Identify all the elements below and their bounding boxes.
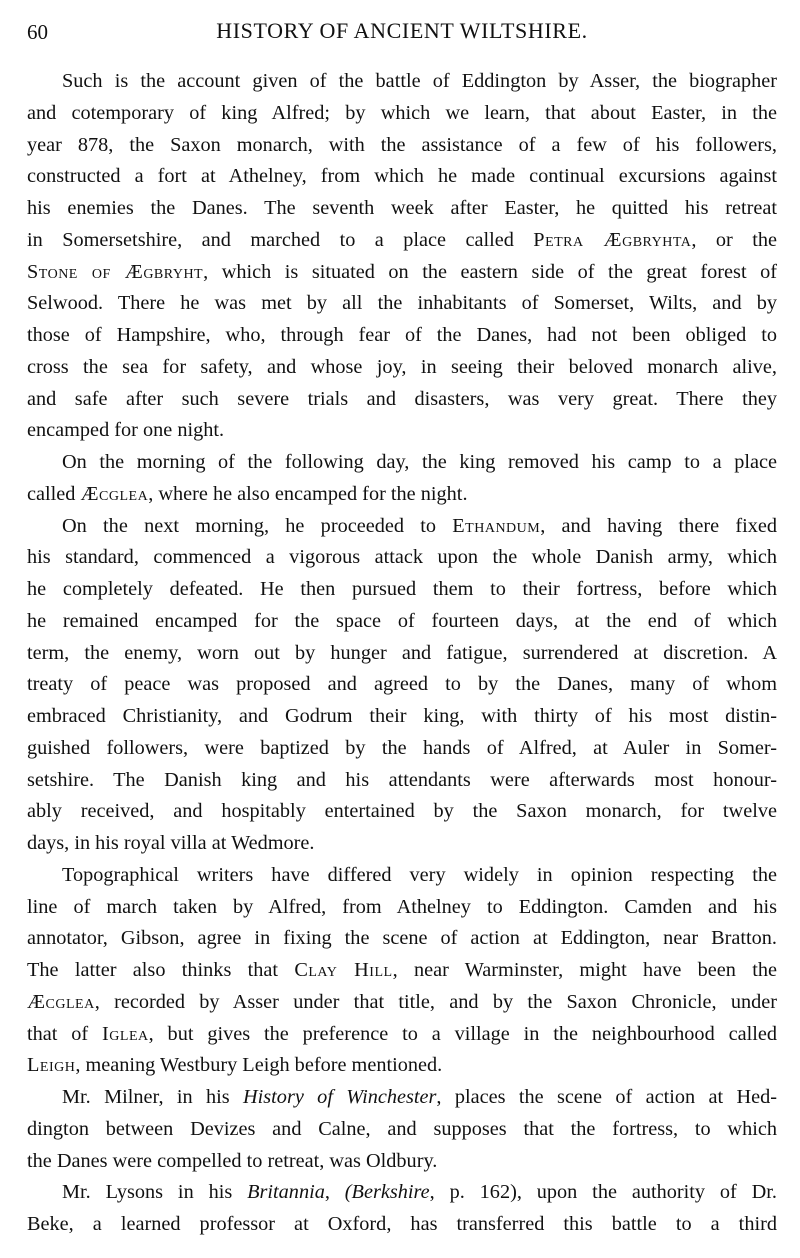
text-line — [27, 1177, 777, 1209]
text-run: term, the enemy, worn out by hunger and fatigue, surrendered at discretion. A — [27, 641, 777, 664]
paragraph — [27, 447, 777, 511]
text-line — [27, 352, 777, 384]
text-line — [27, 225, 777, 257]
paragraph — [27, 1082, 777, 1177]
text-run: Such is the account given of the battle of Eddington by Asser, the biographer — [62, 70, 777, 92]
text-line — [27, 288, 777, 320]
text-run: line of march taken by Alfred, from Athelney to Eddington. Camden and his — [27, 895, 777, 918]
text-run: , and having there fixed — [540, 514, 777, 537]
text-line — [27, 447, 777, 479]
text-line — [27, 701, 777, 733]
text-run: cross the sea for safety, and whose joy, in seeing their beloved monarch alive, — [27, 355, 777, 378]
text-line — [27, 892, 777, 924]
text-run: Topographical writers have differed very widely in opinion respecting the — [62, 863, 777, 886]
text-line — [27, 1082, 777, 1114]
text-run: year 878, the Saxon monarch, with the assistance of a few of his followers, — [27, 133, 777, 156]
text-run: ably received, and hospitably entertained by the Saxon monarch, for twelve — [27, 800, 777, 823]
text-line — [27, 415, 777, 447]
text-run: The latter also thinks that — [27, 959, 295, 981]
text-line — [27, 606, 777, 638]
text-line — [27, 574, 777, 606]
text-run: Beke, a learned professor at Oxford, has transferred this battle to a third — [27, 1213, 777, 1235]
text-run: and safe after such severe trials and disasters, was very great. There they — [27, 387, 777, 410]
text-line — [27, 828, 777, 860]
small-caps-name: Ethandum — [452, 514, 541, 537]
text-run: , which is situated on the eastern side of the great forest of — [203, 260, 777, 283]
text-run: embraced Christianity, and Godrum their king, with thirty of his most distin- — [27, 705, 777, 727]
text-run: those of Hampshire, who, through fear of the Danes, had not been obliged to — [27, 324, 777, 346]
text-line — [27, 1146, 777, 1178]
text-line — [27, 1019, 777, 1051]
text-run: Mr. Milner, in his — [62, 1086, 243, 1108]
text-run: that of — [27, 1022, 103, 1045]
text-run: he completely defeated. He then pursued them to their fortress, before which — [27, 578, 777, 600]
text-line — [27, 796, 777, 828]
text-run: , — [324, 1181, 345, 1204]
text-run: his standard, commenced a vigorous attack upon the whole Danish army, which — [27, 546, 777, 569]
small-caps-name: Petra Ægbryhta — [533, 228, 692, 251]
text-run: , or the — [691, 228, 777, 251]
body-text — [27, 66, 777, 1241]
text-line — [27, 130, 777, 162]
text-line — [27, 66, 777, 98]
running-header — [27, 16, 777, 48]
small-caps-name: Stone of Ægbryht — [27, 260, 204, 283]
text-line — [27, 384, 777, 416]
text-run: called — [27, 482, 81, 505]
text-line — [27, 987, 777, 1019]
italic-title: History of Winchester — [243, 1086, 437, 1108]
text-run: he remained encamped for the space of fourteen days, at the end of which — [27, 609, 777, 632]
text-run: constructed a fort at Athelney, from which he made continual excursions against — [27, 165, 777, 188]
text-run: , recorded by Asser under that title, and by the Saxon Chronicle, under — [94, 990, 777, 1013]
small-caps-name: Æcglea — [27, 990, 95, 1013]
text-run: On the next morning, he proceeded to — [62, 514, 453, 537]
italic-title: (Berkshire — [344, 1181, 430, 1204]
text-line — [27, 765, 777, 797]
text-run: setshire. The Danish king and his attendants were afterwards most honour- — [27, 768, 777, 791]
small-caps-name: Æcglea — [80, 482, 149, 505]
paragraph — [27, 66, 777, 447]
text-run: dington between Devizes and Calne, and supposes that the fortress, to which — [27, 1117, 777, 1140]
small-caps-name: Leigh — [27, 1054, 76, 1077]
text-line — [27, 955, 777, 987]
text-line — [27, 1114, 777, 1146]
running-title: HISTORY OF ANCIENT WILTSHIRE. — [216, 18, 588, 43]
small-caps-name: Clay Hill — [294, 959, 393, 981]
text-run: and cotemporary of king Alfred; by which we learn, that about Easter, in the — [27, 101, 777, 124]
text-run: guished followers, were baptized by the hands of Alfred, at Auler in Somer- — [27, 736, 777, 759]
text-line — [27, 923, 777, 955]
text-line — [27, 320, 777, 352]
text-line — [27, 542, 777, 574]
text-line — [27, 1050, 777, 1082]
text-run: annotator, Gibson, agree in fixing the scene of action at Eddington, near Bratton. — [27, 927, 777, 950]
text-run: treaty of peace was proposed and agreed to by the Danes, many of whom — [27, 673, 777, 696]
text-line — [27, 479, 777, 511]
text-run: , p. 162), upon the authority of Dr. — [429, 1181, 778, 1204]
italic-title: Britannia — [247, 1181, 325, 1204]
text-line — [27, 257, 777, 289]
text-run: days, in his royal villa at Wedmore. — [27, 832, 315, 854]
text-line — [27, 860, 777, 892]
paragraph — [27, 511, 777, 860]
text-run: the Danes were compelled to retreat, was Oldbury. — [27, 1149, 438, 1172]
text-run: , near Warminster, might have been the — [392, 959, 777, 981]
text-run: in Somersetshire, and marched to a place called — [27, 228, 534, 251]
text-run: Selwood. There he was met by all the inhabitants of Somerset, Wilts, and by — [27, 292, 777, 315]
text-run: , places the scene of action at Hed- — [436, 1086, 777, 1108]
text-line — [27, 161, 777, 193]
text-run: Mr. Lysons in his — [62, 1181, 248, 1204]
text-run: his enemies the Danes. The seventh week after Easter, he quitted his retreat — [27, 197, 777, 219]
text-line — [27, 638, 777, 670]
paragraph — [27, 1177, 777, 1241]
paragraph — [27, 860, 777, 1082]
text-run: , meaning Westbury Leigh before mentioned. — [75, 1054, 443, 1077]
text-line — [27, 193, 777, 225]
text-line — [27, 669, 777, 701]
text-run: , where he also encamped for the night. — [148, 482, 468, 505]
small-caps-name: Iglea — [102, 1022, 149, 1045]
text-run: , but gives the preference to a village in the neighbourhood called — [148, 1022, 777, 1045]
text-line — [27, 98, 777, 130]
text-line — [27, 1209, 777, 1241]
page-number: 60 — [27, 20, 48, 44]
text-line — [27, 511, 777, 543]
text-line — [27, 733, 777, 765]
text-run: On the morning of the following day, the king removed his camp to a place — [62, 451, 777, 473]
text-run: encamped for one night. — [27, 419, 225, 442]
